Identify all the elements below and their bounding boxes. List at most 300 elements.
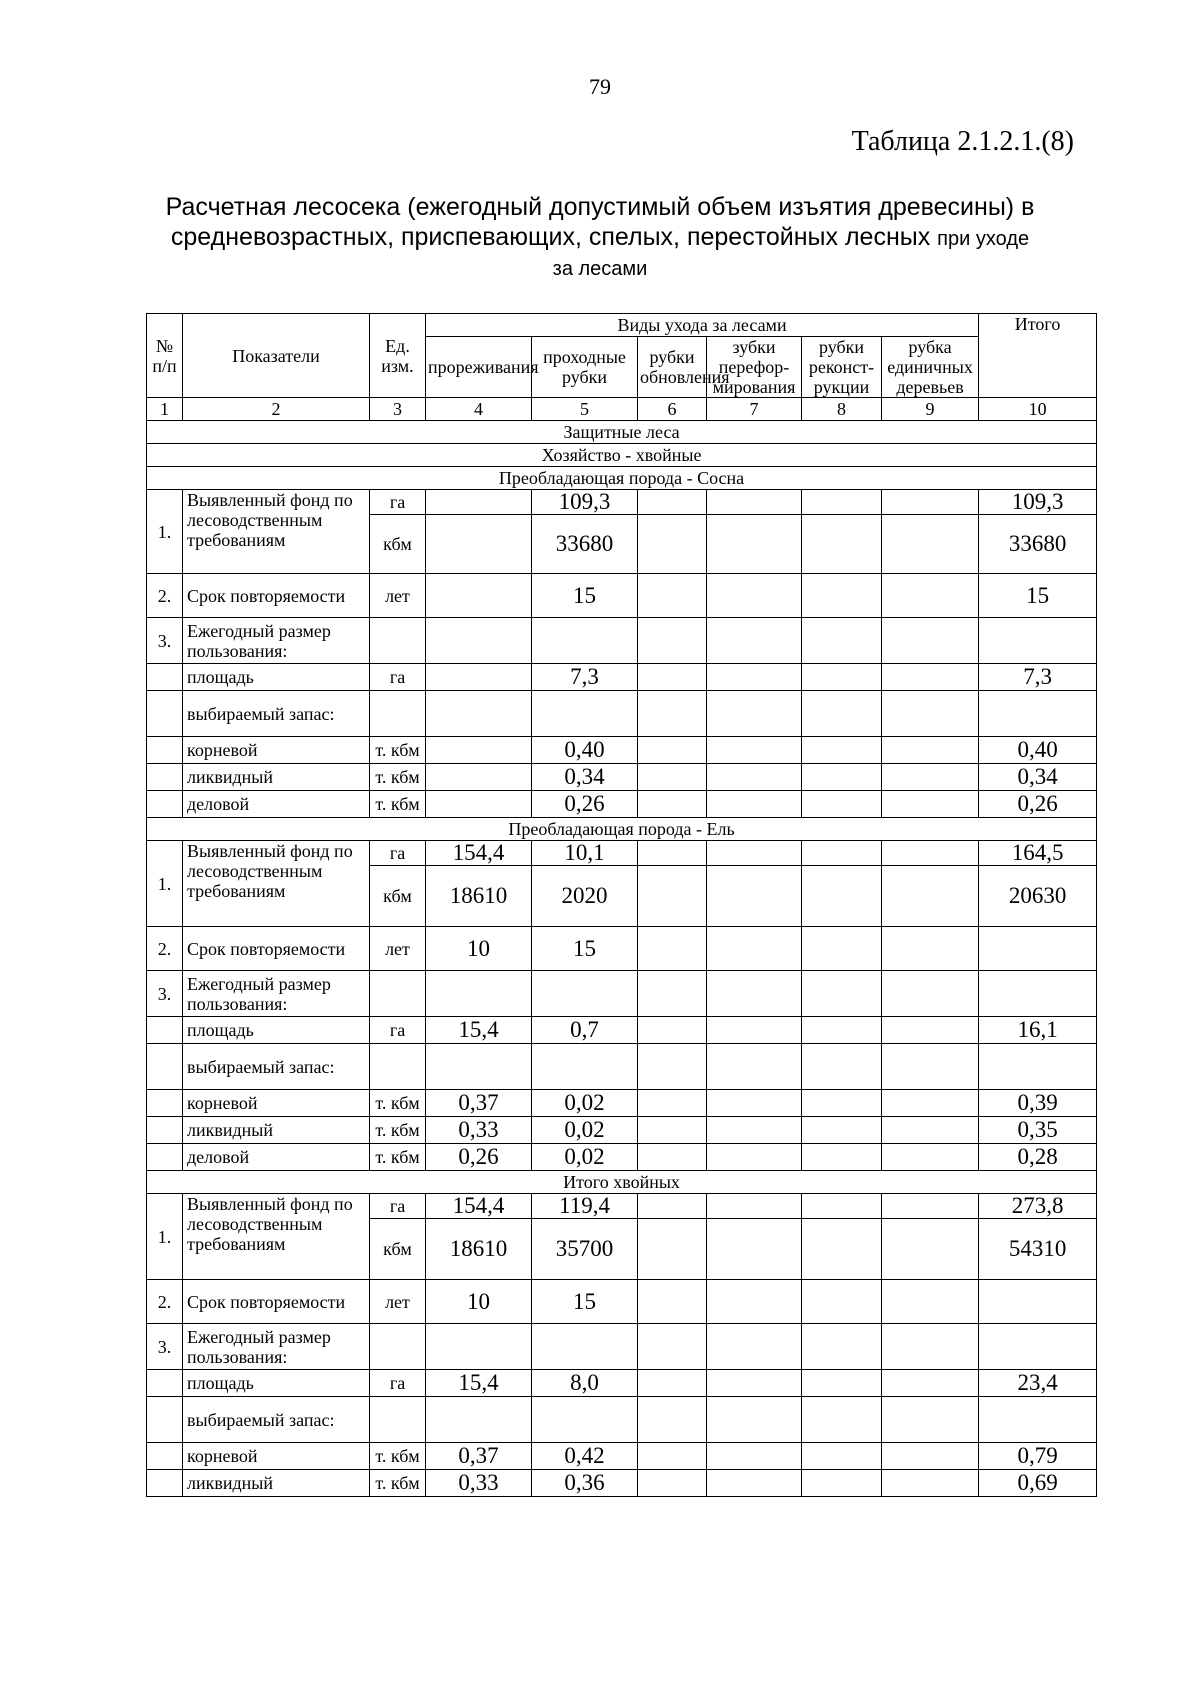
empty-cell <box>707 1044 802 1090</box>
value-col4 <box>426 791 532 818</box>
empty-cell <box>707 1194 802 1219</box>
value-col4: 15,4 <box>426 1017 532 1044</box>
empty-cell <box>882 1370 979 1397</box>
label-stock: выбираемый запас: <box>183 1044 370 1090</box>
empty-cell <box>802 1280 882 1324</box>
label-annual: Ежегодный размер пользования: <box>183 1324 370 1370</box>
column-number-9: 9 <box>882 398 979 421</box>
value-col5: 35700 <box>532 1219 638 1280</box>
empty-cell <box>638 1090 707 1117</box>
table-row <box>147 664 1097 691</box>
empty-cell <box>707 1280 802 1324</box>
value-total: 109,3 <box>979 490 1097 515</box>
value-col5: 15 <box>532 1280 638 1324</box>
column-number-8: 8 <box>802 398 882 421</box>
empty-cell <box>882 1044 979 1090</box>
empty-cell <box>802 1443 882 1470</box>
empty-cell <box>707 1219 802 1280</box>
empty-cell <box>882 691 979 737</box>
empty-cell <box>707 1017 802 1044</box>
value-total: 16,1 <box>979 1017 1097 1044</box>
empty-cell <box>882 791 979 818</box>
empty-cell <box>802 841 882 866</box>
empty-cell <box>638 618 707 664</box>
empty-cell <box>638 1194 707 1219</box>
value-col4: 0,33 <box>426 1117 532 1144</box>
value-total: 7,3 <box>979 664 1097 691</box>
empty-cell <box>707 737 802 764</box>
unit-tkbm: т. кбм <box>370 791 426 818</box>
title-line-2-small: при уходе <box>937 228 1030 250</box>
empty-cell <box>882 1280 979 1324</box>
empty-cell <box>147 691 183 737</box>
empty-cell <box>882 971 979 1017</box>
value-col5: 0,02 <box>532 1090 638 1117</box>
value-total: 0,28 <box>979 1144 1097 1171</box>
empty-cell <box>979 618 1097 664</box>
value-total <box>979 1280 1097 1324</box>
row-number: 3. <box>147 971 183 1017</box>
value-total <box>979 927 1097 971</box>
label-period: Срок повторяемости <box>183 1280 370 1324</box>
value-col4: 18610 <box>426 866 532 927</box>
empty-cell <box>802 1397 882 1443</box>
empty-cell <box>882 490 979 515</box>
section-economy: Хозяйство - хвойные <box>147 444 1097 467</box>
empty-cell <box>802 1470 882 1497</box>
table-row <box>147 1397 1097 1443</box>
empty-cell <box>802 737 882 764</box>
unit-tkbm: т. кбм <box>370 764 426 791</box>
table-row <box>147 421 1097 444</box>
empty-cell <box>707 1443 802 1470</box>
table-row <box>147 467 1097 490</box>
empty-cell <box>370 1397 426 1443</box>
empty-cell <box>882 1397 979 1443</box>
section-total_conifer: Итого хвойных <box>147 1171 1097 1194</box>
empty-cell <box>532 691 638 737</box>
value-col5: 33680 <box>532 515 638 574</box>
empty-cell <box>707 1397 802 1443</box>
row-number: 2. <box>147 927 183 971</box>
unit-tkbm: т. кбм <box>370 1117 426 1144</box>
value-col5: 0,40 <box>532 737 638 764</box>
value-col4: 15,4 <box>426 1370 532 1397</box>
title-line-2 <box>150 222 1050 254</box>
empty-cell <box>802 1370 882 1397</box>
empty-cell <box>147 1017 183 1044</box>
empty-cell <box>707 574 802 618</box>
value-col4: 18610 <box>426 1219 532 1280</box>
value-col4 <box>426 515 532 574</box>
empty-cell <box>147 1117 183 1144</box>
empty-cell <box>707 866 802 927</box>
label-liquid: ликвидный <box>183 1117 370 1144</box>
empty-cell <box>707 791 802 818</box>
empty-cell <box>802 866 882 927</box>
table-row <box>147 1194 1097 1219</box>
empty-cell <box>802 691 882 737</box>
table-row <box>147 1090 1097 1117</box>
empty-cell <box>802 791 882 818</box>
empty-cell <box>638 1219 707 1280</box>
column-number-10: 10 <box>979 398 1097 421</box>
column-number-6: 6 <box>638 398 707 421</box>
unit-ga: га <box>370 1017 426 1044</box>
empty-cell <box>707 515 802 574</box>
label-area: площадь <box>183 1017 370 1044</box>
empty-cell <box>532 1397 638 1443</box>
value-total: 0,39 <box>979 1090 1097 1117</box>
header-total: Итого <box>979 314 1097 398</box>
title-line-2-main: средневозрастных, приспевающих, спелых, перестойных лесных <box>170 223 931 251</box>
empty-cell <box>882 515 979 574</box>
empty-cell <box>882 764 979 791</box>
column-number-7: 7 <box>707 398 802 421</box>
label-root: корневой <box>183 1443 370 1470</box>
value-total: 20630 <box>979 866 1097 927</box>
value-col4: 10 <box>426 927 532 971</box>
empty-cell <box>707 1470 802 1497</box>
empty-cell <box>802 574 882 618</box>
empty-cell <box>802 1324 882 1370</box>
empty-cell <box>147 1370 183 1397</box>
empty-cell <box>882 1324 979 1370</box>
empty-cell <box>882 841 979 866</box>
value-col5: 0,7 <box>532 1017 638 1044</box>
empty-cell <box>638 1017 707 1044</box>
value-col5: 109,3 <box>532 490 638 515</box>
header-num: № п/п <box>147 314 183 398</box>
table-row <box>147 1144 1097 1171</box>
value-col5: 2020 <box>532 866 638 927</box>
empty-cell <box>638 1397 707 1443</box>
table-row <box>147 1171 1097 1194</box>
header-col4: прореживания <box>426 337 532 398</box>
empty-cell <box>147 1470 183 1497</box>
value-col5: 0,26 <box>532 791 638 818</box>
empty-cell <box>707 927 802 971</box>
empty-cell <box>979 1397 1097 1443</box>
empty-cell <box>802 1144 882 1171</box>
unit-tkbm: т. кбм <box>370 1144 426 1171</box>
empty-cell <box>802 1194 882 1219</box>
empty-cell <box>882 866 979 927</box>
empty-cell <box>802 927 882 971</box>
unit-ga: га <box>370 664 426 691</box>
empty-cell <box>707 664 802 691</box>
value-col5: 0,36 <box>532 1470 638 1497</box>
unit-kbm: кбм <box>370 515 426 574</box>
empty-cell <box>802 1117 882 1144</box>
value-total: 15 <box>979 574 1097 618</box>
header-col8: рубки реконст-рукции <box>802 337 882 398</box>
label-stock: выбираемый запас: <box>183 1397 370 1443</box>
header-unit: Ед. изм. <box>370 314 426 398</box>
table-row <box>147 490 1097 515</box>
empty-cell <box>802 1090 882 1117</box>
empty-cell <box>638 1470 707 1497</box>
empty-cell <box>707 1324 802 1370</box>
value-total: 0,34 <box>979 764 1097 791</box>
table-label: Таблица 2.1.2.1.(8) <box>851 126 1074 157</box>
empty-cell <box>979 691 1097 737</box>
empty-cell <box>638 664 707 691</box>
empty-cell <box>532 618 638 664</box>
table-row <box>147 1370 1097 1397</box>
value-total: 54310 <box>979 1219 1097 1280</box>
empty-cell <box>707 691 802 737</box>
empty-cell <box>707 618 802 664</box>
row-number: 1. <box>147 841 183 927</box>
label-fund: Выявленный фонд по лесоводственным требованиям <box>183 490 370 574</box>
header-indicators: Показатели <box>183 314 370 398</box>
empty-cell <box>882 618 979 664</box>
table-row <box>147 818 1097 841</box>
empty-cell <box>370 691 426 737</box>
empty-cell <box>882 574 979 618</box>
value-col4: 154,4 <box>426 841 532 866</box>
column-number-3: 3 <box>370 398 426 421</box>
row-number: 2. <box>147 1280 183 1324</box>
value-col4: 154,4 <box>426 1194 532 1219</box>
empty-cell <box>638 737 707 764</box>
empty-cell <box>882 664 979 691</box>
empty-cell <box>638 1324 707 1370</box>
value-col5: 0,02 <box>532 1144 638 1171</box>
empty-cell <box>638 1370 707 1397</box>
empty-cell <box>802 1017 882 1044</box>
empty-cell <box>147 791 183 818</box>
unit-kbm: кбм <box>370 866 426 927</box>
empty-cell <box>638 515 707 574</box>
value-col5: 7,3 <box>532 664 638 691</box>
empty-cell <box>802 490 882 515</box>
value-total: 33680 <box>979 515 1097 574</box>
empty-cell <box>707 1144 802 1171</box>
value-total: 273,8 <box>979 1194 1097 1219</box>
unit-years: лет <box>370 1280 426 1324</box>
empty-cell <box>147 1443 183 1470</box>
table-row <box>147 444 1097 467</box>
value-total: 0,26 <box>979 791 1097 818</box>
label-annual: Ежегодный размер пользования: <box>183 971 370 1017</box>
label-liquid: ликвидный <box>183 1470 370 1497</box>
empty-cell <box>147 1090 183 1117</box>
empty-cell <box>707 1090 802 1117</box>
label-fund: Выявленный фонд по лесоводственным требованиям <box>183 1194 370 1280</box>
empty-cell <box>638 971 707 1017</box>
empty-cell <box>707 490 802 515</box>
empty-cell <box>426 1044 532 1090</box>
empty-cell <box>532 1324 638 1370</box>
value-col5: 8,0 <box>532 1370 638 1397</box>
section-protective: Защитные леса <box>147 421 1097 444</box>
empty-cell <box>802 971 882 1017</box>
empty-cell <box>882 737 979 764</box>
table-row <box>147 841 1097 866</box>
value-col4 <box>426 737 532 764</box>
empty-cell <box>426 1324 532 1370</box>
unit-years: лет <box>370 574 426 618</box>
empty-cell <box>638 574 707 618</box>
empty-cell <box>882 1443 979 1470</box>
empty-cell <box>426 691 532 737</box>
empty-cell <box>532 1044 638 1090</box>
unit-ga: га <box>370 1194 426 1219</box>
column-number-4: 4 <box>426 398 532 421</box>
table-row <box>147 574 1097 618</box>
empty-cell <box>802 618 882 664</box>
empty-cell <box>426 1397 532 1443</box>
row-number: 1. <box>147 1194 183 1280</box>
value-col4: 0,26 <box>426 1144 532 1171</box>
title-line-1: Расчетная лесосека (ежегодный допустимый объем изъятия древесины) в <box>165 193 1035 221</box>
label-annual: Ежегодный размер пользования: <box>183 618 370 664</box>
empty-cell <box>147 664 183 691</box>
unit-tkbm: т. кбм <box>370 1470 426 1497</box>
section-spruce: Преобладающая порода - Ель <box>147 818 1097 841</box>
row-number: 3. <box>147 1324 183 1370</box>
value-total: 23,4 <box>979 1370 1097 1397</box>
empty-cell <box>638 691 707 737</box>
empty-cell <box>979 1044 1097 1090</box>
header-col6: рубки обновления <box>638 337 707 398</box>
table-row <box>147 691 1097 737</box>
empty-cell <box>147 1144 183 1171</box>
empty-cell <box>882 927 979 971</box>
column-number-2: 2 <box>183 398 370 421</box>
empty-cell <box>638 927 707 971</box>
label-period: Срок повторяемости <box>183 574 370 618</box>
unit-tkbm: т. кбм <box>370 1090 426 1117</box>
value-col5: 0,02 <box>532 1117 638 1144</box>
table-row <box>147 764 1097 791</box>
empty-cell <box>638 1280 707 1324</box>
value-col4: 0,33 <box>426 1470 532 1497</box>
empty-cell <box>882 1117 979 1144</box>
row-number: 1. <box>147 490 183 574</box>
label-period: Срок повторяемости <box>183 927 370 971</box>
value-col4: 0,37 <box>426 1090 532 1117</box>
empty-cell <box>638 1443 707 1470</box>
label-stock: выбираемый запас: <box>183 691 370 737</box>
empty-cell <box>638 1044 707 1090</box>
empty-cell <box>802 1044 882 1090</box>
column-number-5: 5 <box>532 398 638 421</box>
value-total: 0,40 <box>979 737 1097 764</box>
value-col5: 0,34 <box>532 764 638 791</box>
table-row <box>147 1117 1097 1144</box>
table-row <box>147 791 1097 818</box>
value-col4 <box>426 664 532 691</box>
table-row <box>147 1443 1097 1470</box>
unit-ga: га <box>370 1370 426 1397</box>
value-total: 164,5 <box>979 841 1097 866</box>
value-col4 <box>426 764 532 791</box>
empty-cell <box>638 764 707 791</box>
empty-cell <box>707 1117 802 1144</box>
empty-cell <box>147 737 183 764</box>
row-number: 3. <box>147 618 183 664</box>
empty-cell <box>426 618 532 664</box>
value-col5: 15 <box>532 574 638 618</box>
value-total: 0,69 <box>979 1470 1097 1497</box>
value-total: 0,79 <box>979 1443 1097 1470</box>
value-col5: 119,4 <box>532 1194 638 1219</box>
table-row <box>147 1044 1097 1090</box>
empty-cell <box>638 1117 707 1144</box>
value-total: 0,35 <box>979 1117 1097 1144</box>
empty-cell <box>370 1324 426 1370</box>
empty-cell <box>147 1044 183 1090</box>
header-col7: зубки перефор-мирования <box>707 337 802 398</box>
value-col4 <box>426 490 532 515</box>
column-number-1: 1 <box>147 398 183 421</box>
empty-cell <box>638 1144 707 1171</box>
empty-cell <box>147 764 183 791</box>
empty-cell <box>802 1219 882 1280</box>
header-group: Виды ухода за лесами <box>426 314 979 337</box>
value-col5: 0,42 <box>532 1443 638 1470</box>
row-number: 2. <box>147 574 183 618</box>
label-fund: Выявленный фонд по лесоводственным требованиям <box>183 841 370 927</box>
label-commercial: деловой <box>183 791 370 818</box>
empty-cell <box>147 1397 183 1443</box>
empty-cell <box>882 1144 979 1171</box>
value-col5: 15 <box>532 927 638 971</box>
label-root: корневой <box>183 1090 370 1117</box>
empty-cell <box>802 515 882 574</box>
header-col9: рубка единичных деревьев <box>882 337 979 398</box>
document-title <box>150 192 1050 284</box>
empty-cell <box>882 1194 979 1219</box>
label-liquid: ликвидный <box>183 764 370 791</box>
table-row <box>147 1017 1097 1044</box>
empty-cell <box>882 1219 979 1280</box>
table-row <box>147 1470 1097 1497</box>
empty-cell <box>882 1470 979 1497</box>
title-line-3: за лесами <box>552 258 648 280</box>
empty-cell <box>707 1370 802 1397</box>
label-area: площадь <box>183 1370 370 1397</box>
table-row <box>147 1280 1097 1324</box>
table-row <box>147 737 1097 764</box>
value-col5: 10,1 <box>532 841 638 866</box>
empty-cell <box>638 791 707 818</box>
value-col4: 10 <box>426 1280 532 1324</box>
value-col4 <box>426 574 532 618</box>
table-row <box>147 618 1097 664</box>
empty-cell <box>638 490 707 515</box>
label-root: корневой <box>183 737 370 764</box>
unit-ga: га <box>370 490 426 515</box>
empty-cell <box>638 866 707 927</box>
unit-tkbm: т. кбм <box>370 1443 426 1470</box>
empty-cell <box>979 971 1097 1017</box>
harvest-table <box>146 313 1097 1497</box>
table-row <box>147 1324 1097 1370</box>
empty-cell <box>882 1090 979 1117</box>
empty-cell <box>802 664 882 691</box>
empty-cell <box>707 971 802 1017</box>
unit-years: лет <box>370 927 426 971</box>
section-pine: Преобладающая порода - Сосна <box>147 467 1097 490</box>
empty-cell <box>370 618 426 664</box>
unit-tkbm: т. кбм <box>370 737 426 764</box>
empty-cell <box>638 841 707 866</box>
empty-cell <box>370 1044 426 1090</box>
